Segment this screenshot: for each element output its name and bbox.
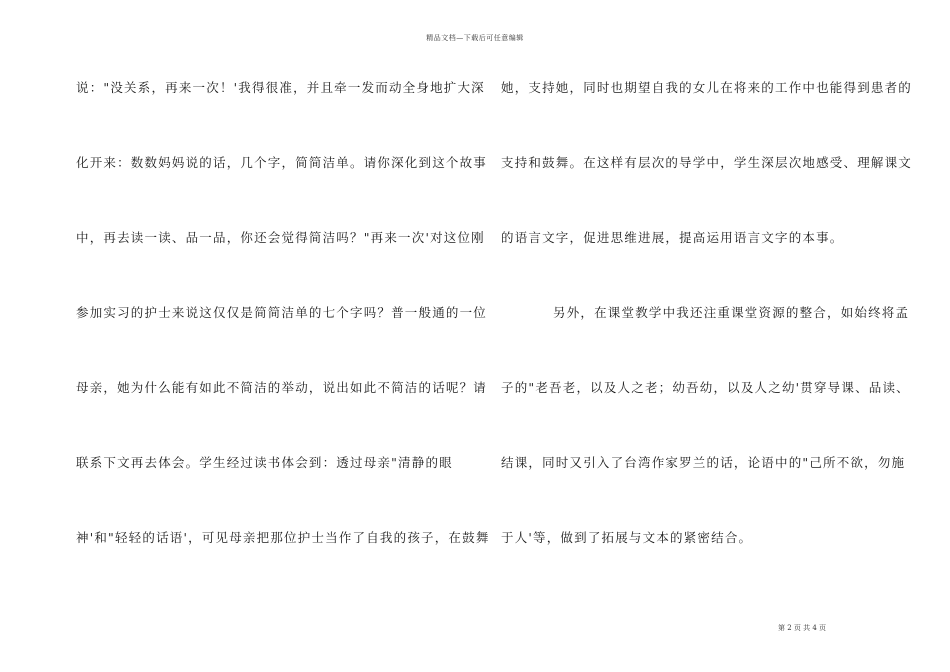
text-line: 参加实习的护士来说这仅仅是简简洁单的七个字吗？普一般通的一位 xyxy=(76,305,488,320)
page-number: 第 2 页 共 4 页 xyxy=(778,624,827,632)
text-line: 母亲，她为什么能有如此不简洁的举动，说出如此不简洁的话呢？请 xyxy=(76,380,488,395)
text-line: 子的"老吾老，以及人之老；幼吾幼，以及人之幼'贯穿导课、品读、 xyxy=(501,380,910,395)
text-line: 中，再去读一读、品一品，你还会觉得简洁吗？"再来一次'对这位刚 xyxy=(76,230,485,245)
text-line: 化开来：数数妈妈说的话，几个字，简简洁单。请你深化到这个故事 xyxy=(76,155,488,170)
paragraph-first-line: 另外，在课堂教学中我还注重课堂资源的整合，如始终将孟 xyxy=(553,305,910,320)
text-line: 联系下文再去体会。学生经过读书体会到：透过母亲"清静的眼 xyxy=(76,455,453,470)
text-line: 于人'等，做到了拓展与文本的紧密结合。 xyxy=(501,530,753,545)
text-line: 说："没关系，再来一次！'我得很准，并且牵一发而动全身地扩大深 xyxy=(76,80,485,95)
text-line: 支持和鼓舞。在这样有层次的导学中，学生深层次地感受、理解课文 xyxy=(501,155,913,170)
text-line: 结课，同时又引入了台湾作家罗兰的话，论语中的"己所不欲，勿施 xyxy=(501,455,906,470)
page-header: 精品文档—下载后可任意编辑 xyxy=(426,34,524,42)
text-line: 的语言文字，促进思维进展，提高运用语言文字的本事。 xyxy=(501,230,844,245)
text-line: 她，支持她，同时也期望自我的女儿在将来的工作中也能得到患者的 xyxy=(501,80,913,95)
text-line: 神'和"轻轻的话语'，可见母亲把那位护士当作了自我的孩子，在鼓舞 xyxy=(76,530,490,545)
